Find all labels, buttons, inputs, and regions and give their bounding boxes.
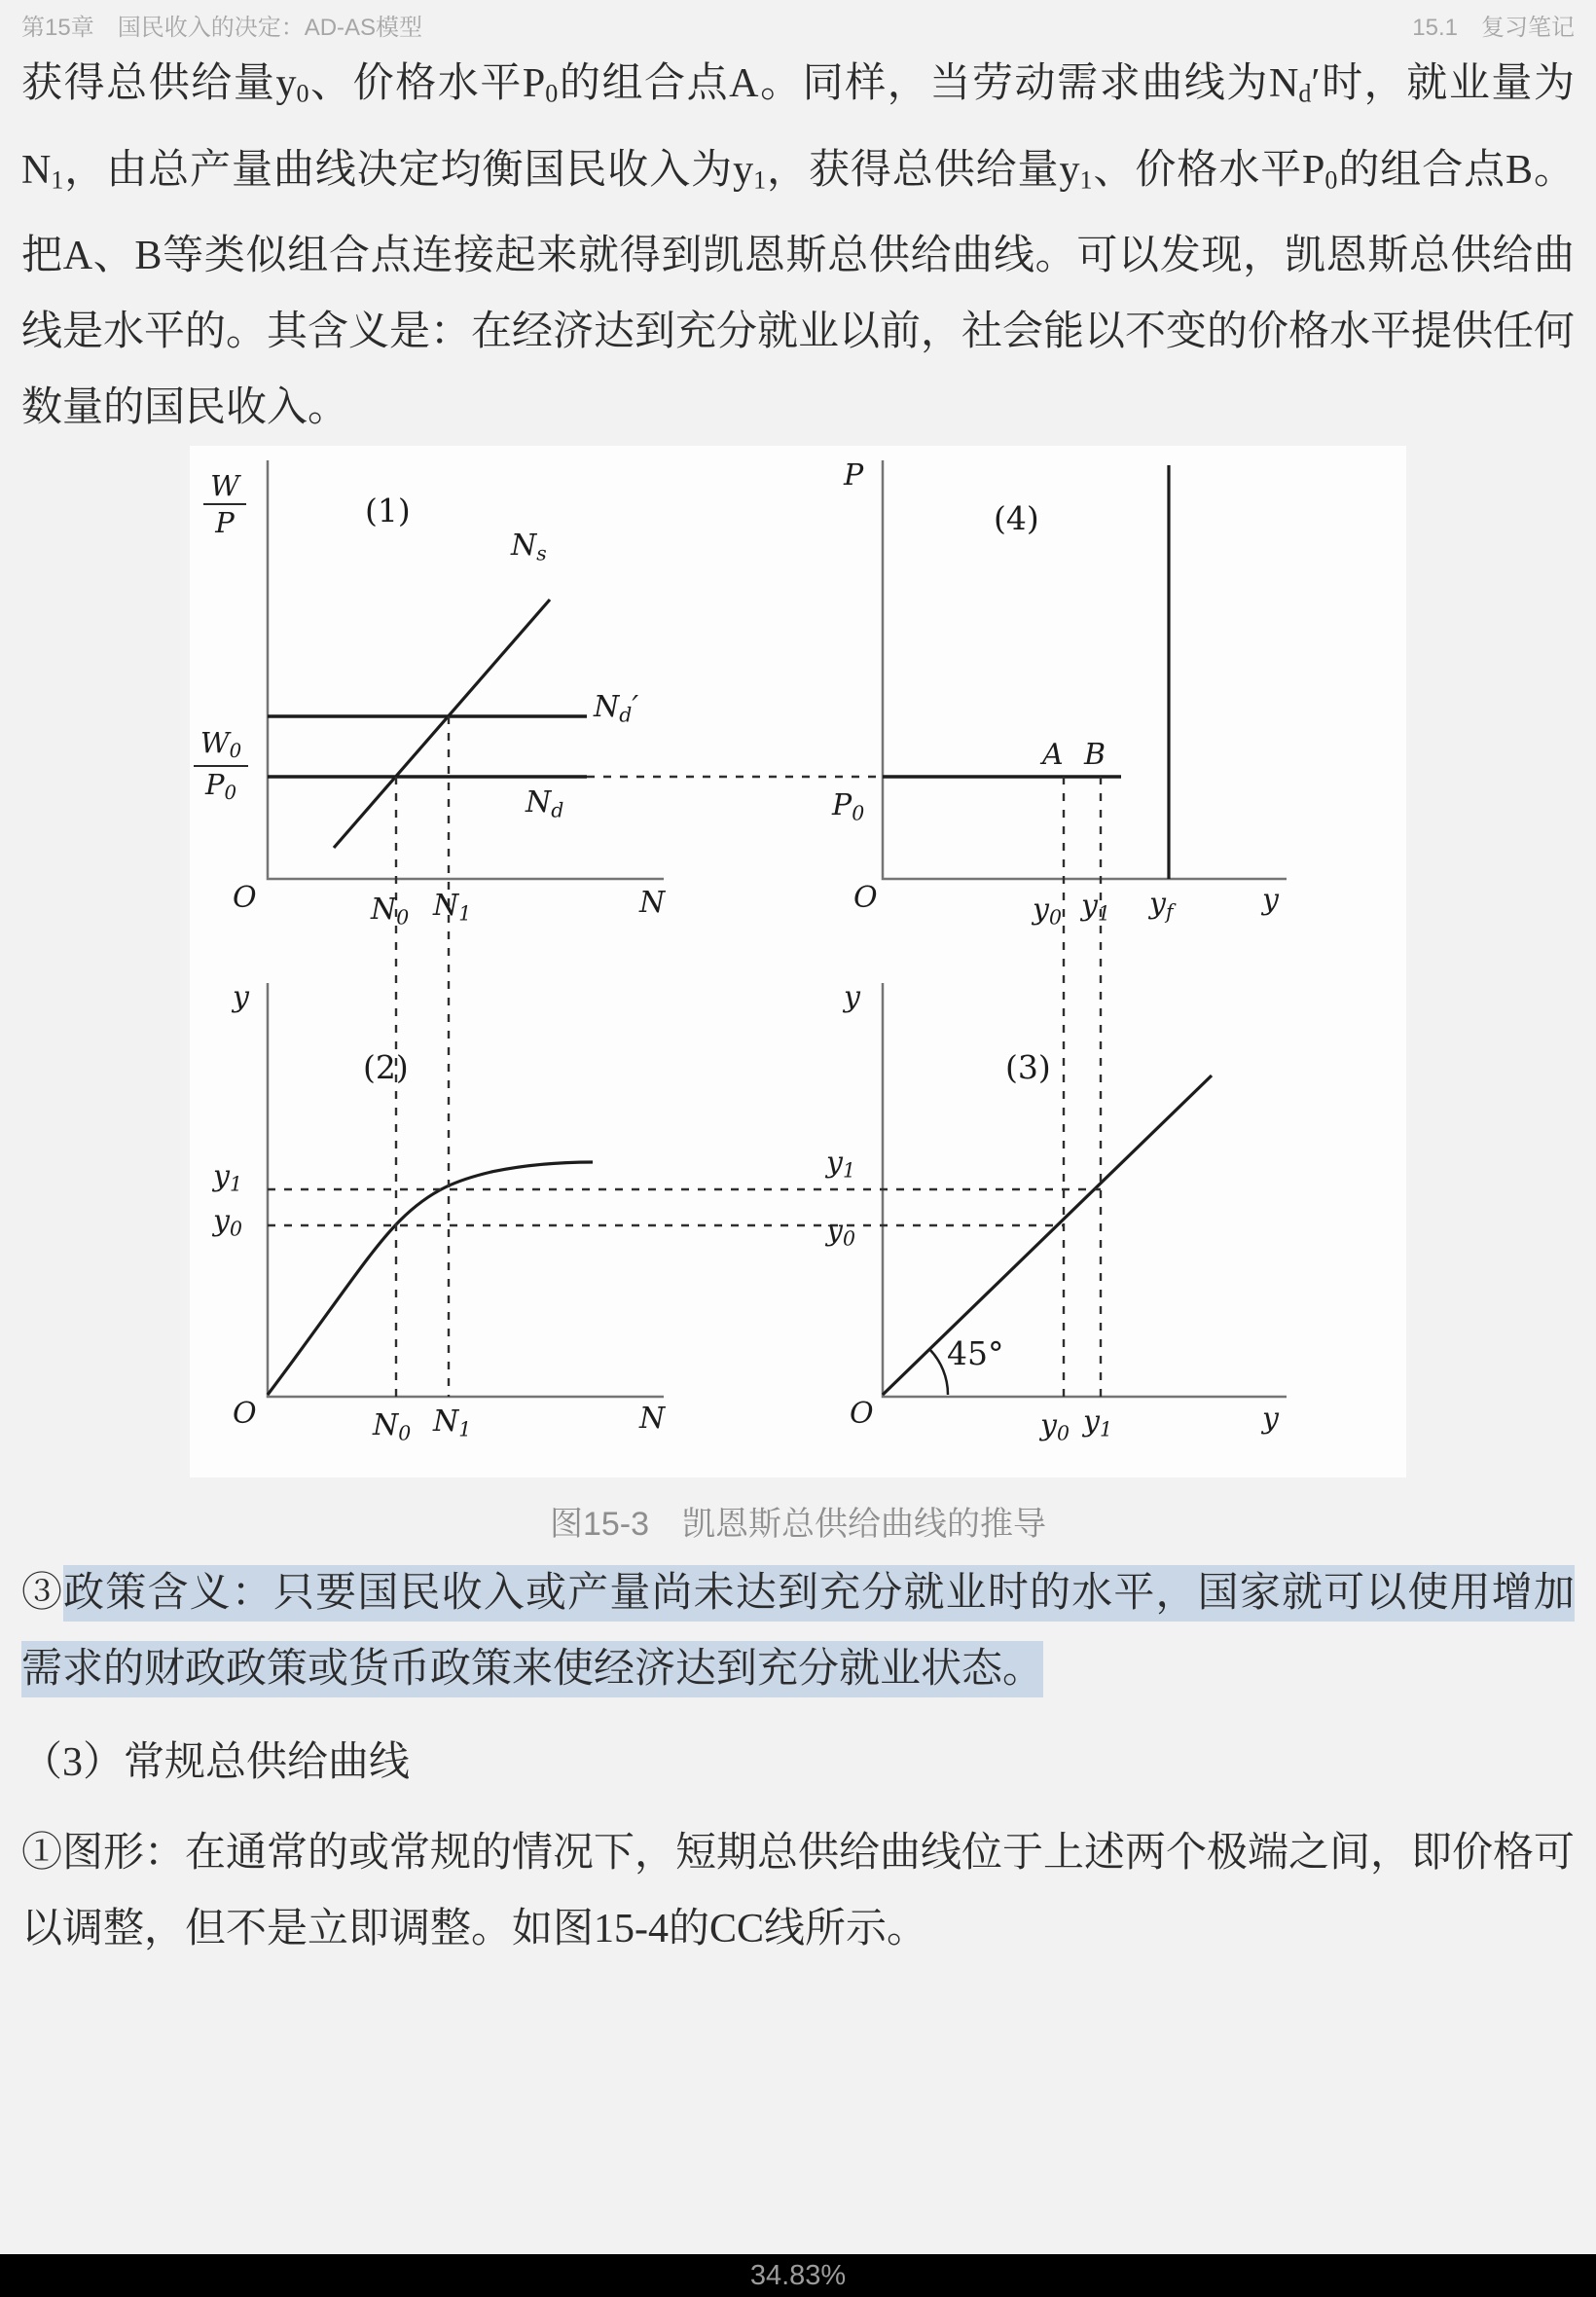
fraction-bar — [194, 765, 248, 767]
origin-label: O — [233, 1397, 257, 1431]
figure-caption: 图15-3 凯恩斯总供给曲线的推导 — [549, 1506, 1047, 1543]
reader-progress-bar[interactable] — [0, 2254, 1596, 2297]
y0-tick-label: $y_0$ — [1033, 893, 1062, 930]
y0-tick-label: $y_0$ — [213, 1204, 242, 1241]
y0-tick-label: $y_0$ — [826, 1214, 855, 1251]
panel2-number: (2) — [363, 1048, 409, 1086]
labor-supply-curve — [334, 600, 550, 848]
highlighted-text: 政策含义：只要国民收入或产量尚未达到充分就业时的水平，国家就可以使用增加需求的财政政策或货币政策来使经济达到充分就业状态。 — [21, 1565, 1575, 1697]
reader-header — [0, 0, 1596, 47]
frac-numerator: W — [210, 469, 239, 502]
y-axis-label: y — [1262, 883, 1279, 917]
n1-tick-label: $N_1$ — [433, 1404, 472, 1441]
labor-demand-label: $N_d$ — [526, 785, 564, 822]
origin-label: O — [850, 1397, 874, 1431]
heading-normal-as-curve: （3）常规总供给曲线 — [21, 1740, 411, 1785]
panel4-axes — [883, 460, 1287, 879]
45-degree-line — [883, 1076, 1212, 1395]
angle-45-label: 45° — [947, 1334, 1004, 1372]
paragraph-supply-derivation: 获得总供给量$y_0$、价格水平$P_0$的组合点A。同样，当劳动需求曲线为$N_d'$时，就业量为$N_1$，由总产量曲线决定均衡国民收入为$y_1$，获得总供给量$y_1$、价格水平$P_0$的组合点B。把A、B等类似组合点连接起来就得到凯恩斯总供给曲线。可以发现，凯恩斯总供给曲线是水平的。其含义是：在经济达到充分就业以前，社会能以不变的价格水平提供任何数量的国民收入。 — [21, 61, 1576, 431]
figure-15-3 — [190, 446, 1406, 1477]
yf-tick-label: $y_f$ — [1149, 887, 1174, 924]
origin-label: O — [853, 881, 878, 915]
y1-tick-label: $y_1$ — [1083, 1404, 1112, 1441]
n-axis-label: N — [639, 886, 666, 920]
y0-tick-label: $y_0$ — [1040, 1408, 1070, 1445]
frac-denominator: $P_0$ — [204, 767, 237, 804]
point-a-label: A — [1042, 738, 1064, 772]
panel3-number: (3) — [1005, 1048, 1051, 1086]
n1-tick-label: $N_1$ — [433, 889, 472, 926]
p0-tick-label: $P_0$ — [832, 788, 865, 825]
y1-tick-label: $y_1$ — [213, 1159, 242, 1196]
price-axis-label: P — [844, 458, 864, 492]
n0-tick-label: $N_0$ — [371, 893, 410, 930]
y1-tick-label: $y_1$ — [1081, 889, 1110, 926]
frac-denominator: P — [215, 506, 235, 540]
frac-numerator: $W_0$ — [200, 726, 242, 762]
n-axis-label: N — [639, 1402, 666, 1436]
labor-demand-prime-label: $N_d'$ — [594, 690, 639, 727]
output-axis-label: y — [233, 980, 249, 1014]
y-axis-label: y — [1262, 1402, 1279, 1436]
w0-p0-axis-label — [194, 728, 248, 803]
panel4-number: (4) — [994, 499, 1039, 537]
point-b-label: B — [1084, 738, 1106, 772]
fraction-bar — [203, 503, 246, 505]
y1-tick-label: $y_1$ — [826, 1146, 855, 1183]
paragraph-policy-implication — [21, 1555, 1575, 1707]
labor-supply-label: $N_s$ — [511, 529, 547, 565]
angle-arc — [929, 1349, 948, 1395]
origin-label: O — [233, 881, 257, 915]
circled-3-marker: ③ — [21, 1571, 64, 1616]
chapter-title: 第15章 国民收入的决定：AD-AS模型 — [21, 15, 423, 41]
production-function-curve — [268, 1162, 593, 1395]
reading-progress-percent: 34.83% — [749, 2260, 847, 2291]
figure-canvas — [190, 446, 1406, 1477]
output-axis-label: y — [844, 980, 860, 1014]
section-title: 15.1 复习笔记 — [1412, 15, 1575, 41]
real-wage-axis-label — [203, 471, 246, 538]
n0-tick-label: $N_0$ — [373, 1408, 412, 1445]
panel1-axes — [268, 460, 664, 879]
panel1-number: (1) — [365, 492, 411, 529]
paragraph-normal-as-shape: ①图形：在通常的或常规的情况下，短期总供给曲线位于上述两个极端之间，即价格可以调整，但不是立即调整。如图15-4的CC线所示。 — [21, 1831, 1576, 1951]
